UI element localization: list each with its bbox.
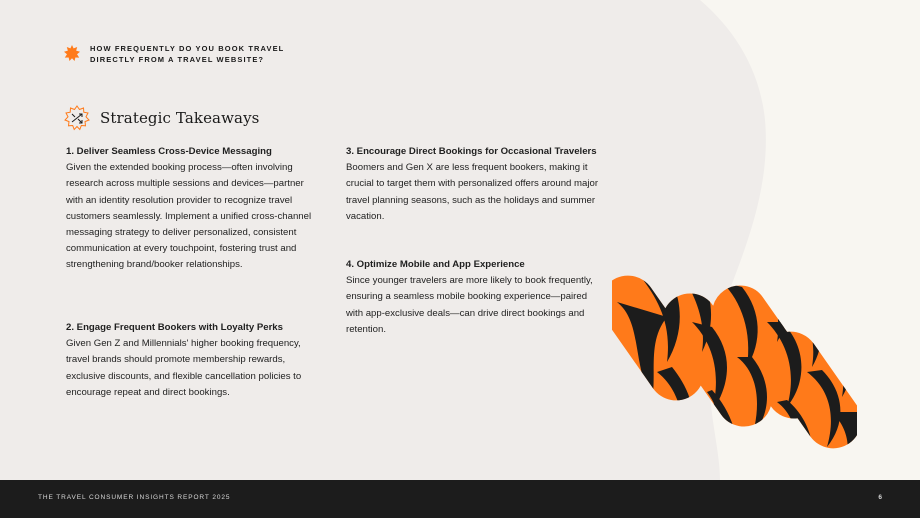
- takeaway-title-2: 2. Engage Frequent Bookers with Loyalty Perks: [66, 322, 283, 333]
- takeaway-body-3: Boomers and Gen X are less frequent bookers, making it crucial to target them with personalized offers around major travel planning seasons, such as the holidays and summer vacation.: [346, 162, 599, 222]
- question-text: HOW FREQUENTLY DO YOU BOOK TRAVEL DIRECTLY FROM A TRAVEL WEBSITE?: [90, 44, 285, 64]
- tiger-stripe-w-graphic: [612, 262, 857, 474]
- takeaway-title-1: 1. Deliver Seamless Cross-Device Messaging: [66, 146, 272, 157]
- takeaways-heading: [64, 105, 259, 131]
- orange-burst-icon: [64, 45, 80, 61]
- takeaways-title: Strategic Takeaways: [100, 109, 260, 127]
- strategy-arrows-icon: [64, 105, 90, 131]
- report-name: THE TRAVEL CONSUMER INSIGHTS REPORT 2025: [38, 494, 231, 501]
- takeaway-section-2: [66, 320, 321, 401]
- takeaway-section-1: [66, 144, 318, 274]
- takeaway-body-4: Since younger travelers are more likely to book frequently, ensuring a seamless mobile booking experience—paired with app-exclusive deals—can drive direct bookings and retention.: [346, 275, 593, 335]
- takeaway-body-1: Given the extended booking process—often involving research across multiple sessions and devices—partner with an identity resolution provider to recognize travel customers seamlessly. Implement a unified cross-channel messaging strategy to deliver personalized, consistent communication at every touchpoint, fostering trust and strengthening brand/booker relationships.: [66, 162, 312, 271]
- footer-bar: [0, 480, 920, 518]
- takeaway-title-3: 3. Encourage Direct Bookings for Occasional Travelers: [346, 146, 597, 157]
- takeaway-section-3: [346, 144, 604, 225]
- takeaway-section-4: [346, 257, 604, 338]
- page-number: 6: [878, 494, 882, 501]
- takeaway-title-4: 4. Optimize Mobile and App Experience: [346, 259, 525, 270]
- takeaway-body-2: Given Gen Z and Millennials' higher booking frequency, travel brands should promote membership rewards, exclusive discounts, and flexible cancellation policies to encourage repeat and direct bookings.: [66, 338, 302, 398]
- question-header: [64, 44, 310, 65]
